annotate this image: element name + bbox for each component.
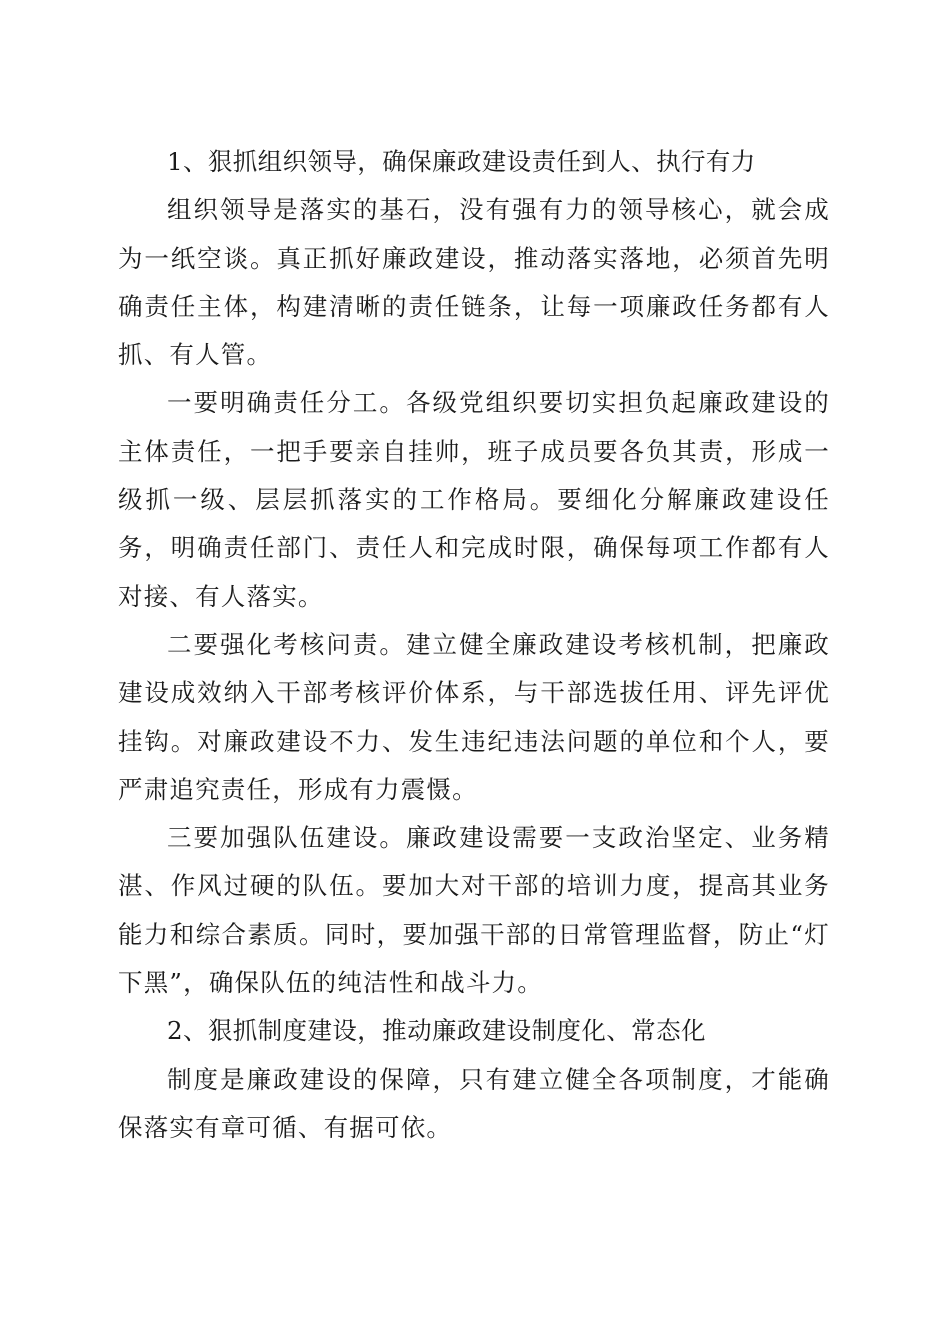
paragraph-assessment: 二要强化考核问责。建立健全廉政建设考核机制，把廉政建设成效纳入干部考核评价体系，与干部选拔任用、评先评优挂钩。对廉政建设不力、发生违纪违法问题的单位和个人，要严肃追究责任，形成有力震慑。 bbox=[118, 629, 830, 804]
paragraph-intro: 组织领导是落实的基石，没有强有力的领导核心，就会成为一纸空谈。真正抓好廉政建设，推动落实落地，必须首先明确责任主体，构建清晰的责任链条，让每一项廉政任务都有人抓、有人管。 bbox=[118, 195, 830, 370]
section-heading-1: 1、狠抓组织领导，确保廉政建设责任到人、执行有力 bbox=[167, 147, 756, 176]
section-heading-2: 2、狠抓制度建设，推动廉政建设制度化、常态化 bbox=[167, 1016, 706, 1046]
paragraph-system: 制度是廉政建设的保障，只有建立健全各项制度，才能确保落实有章可循、有据可依。 bbox=[118, 1064, 830, 1142]
paragraph-team: 三要加强队伍建设。廉政建设需要一支政治坚定、业务精湛、作风过硬的队伍。要加大对干部的培训力度，提高其业务能力和综合素质。同时，要加强干部的日常管理监督，防止“灯下黑”，确保队伍的纯洁性和战斗力。 bbox=[118, 823, 830, 998]
paragraph-responsibility: 一要明确责任分工。各级党组织要切实担负起廉政建设的主体责任，一把手要亲自挂帅，班子成员要各负其责，形成一级抓一级、层层抓落实的工作格局。要细化分解廉政建设任务，明确责任部门、责任人和完成时限，确保每项工作都有人对接、有人落实。 bbox=[118, 388, 830, 611]
document-body bbox=[118, 138, 830, 1152]
